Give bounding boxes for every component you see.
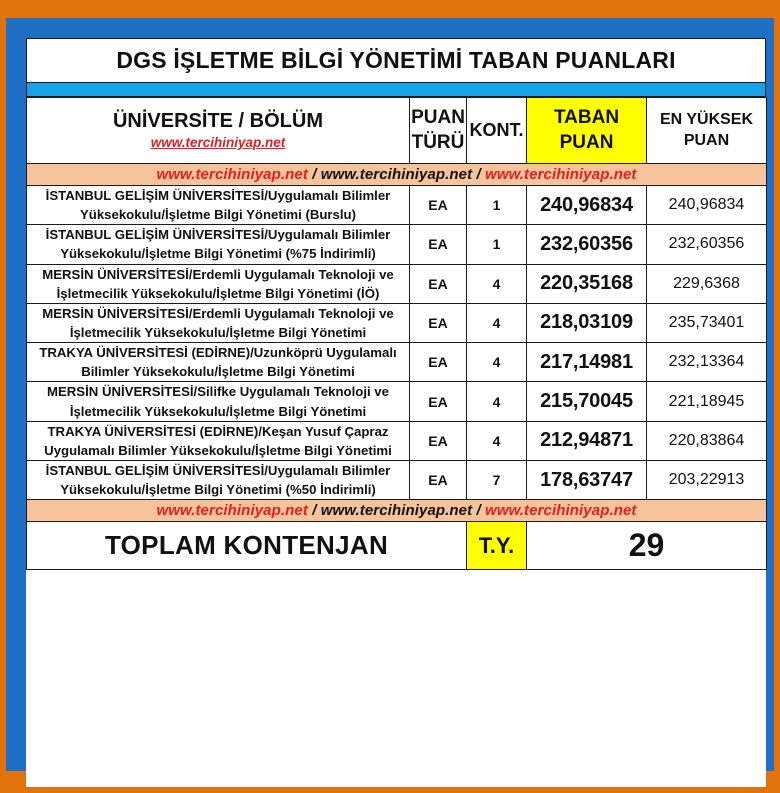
row-quota: 4 xyxy=(467,382,527,421)
row-base-score: 212,94871 xyxy=(527,421,647,460)
row-score-type: EA xyxy=(410,186,467,225)
table-row xyxy=(27,264,767,303)
row-score-type: EA xyxy=(410,303,467,342)
watermark-url-1: www.tercihiniyap.net xyxy=(156,165,308,183)
table-row xyxy=(27,382,767,421)
row-score-type: EA xyxy=(410,225,467,264)
header-score-type-line2: TÜRÜ xyxy=(411,131,465,153)
header-highest-score xyxy=(647,98,767,164)
row-university: İSTANBUL GELİŞİM ÜNİVERSİTESİ/Uygulamalı Bilimler Yüksekokulu/İşletme Bilgi Yönetimi (%75 İndirimli) xyxy=(27,225,410,264)
row-quota: 4 xyxy=(467,264,527,303)
table-row xyxy=(27,460,767,499)
row-highest-score: 221,18945 xyxy=(647,382,767,421)
page-title: DGS İŞLETME BİLGİ YÖNETİMİ TABAN PUANLARI xyxy=(116,47,676,73)
row-quota: 4 xyxy=(467,421,527,460)
row-base-score: 232,60356 xyxy=(527,225,647,264)
row-base-score: 240,96834 xyxy=(527,186,647,225)
header-base-score xyxy=(527,98,647,164)
watermark-url-2: www.tercihiniyap.net xyxy=(320,165,473,183)
row-highest-score: 232,13364 xyxy=(647,343,767,382)
row-university: MERSİN ÜNİVERSİTESİ/Erdemli Uygulamalı Teknoloji ve İşletmecilik Yüksekokulu/İşletme Bilgi Yönetimi xyxy=(27,303,410,342)
table-row xyxy=(27,303,767,342)
watermark-url-3: www.tercihiniyap.net xyxy=(485,165,637,183)
header-university xyxy=(27,98,410,164)
row-score-type: EA xyxy=(410,421,467,460)
scores-table xyxy=(26,97,767,570)
table-row xyxy=(27,421,767,460)
row-university: İSTANBUL GELİŞİM ÜNİVERSİTESİ/Uygulamalı Bilimler Yüksekokulu/İşletme Bilgi Yönetimi (%50 İndirimli) xyxy=(27,460,410,499)
row-university: TRAKYA ÜNİVERSİTESİ (EDİRNE)/Keşan Yusuf Çapraz Uygulamalı Bilimler Yüksekokulu/İşletme Bilgi Yönetimi xyxy=(27,421,410,460)
watermark-sep-3: / xyxy=(307,501,321,519)
row-quota: 7 xyxy=(467,460,527,499)
header-score-type-line1: PUAN xyxy=(411,107,465,129)
watermark-sep-1: / xyxy=(307,165,321,183)
row-base-score: 217,14981 xyxy=(527,343,647,382)
row-score-type: EA xyxy=(410,382,467,421)
row-quota: 1 xyxy=(467,225,527,264)
row-quota: 1 xyxy=(467,186,527,225)
header-highest-score-line2: PUAN xyxy=(683,131,730,149)
header-highest-score-line1: EN YÜKSEK xyxy=(659,110,754,128)
row-highest-score: 203,22913 xyxy=(647,460,767,499)
watermark-banner-bottom xyxy=(27,500,767,522)
cyan-separator-bar xyxy=(26,82,766,97)
row-university: İSTANBUL GELİŞİM ÜNİVERSİTESİ/Uygulamalı Bilimler Yüksekokulu/İşletme Bilgi Yönetimi (Burslu) xyxy=(27,186,410,225)
row-base-score: 215,70045 xyxy=(527,382,647,421)
row-score-type: EA xyxy=(410,264,467,303)
table-row xyxy=(27,186,767,225)
header-base-score-line2: PUAN xyxy=(559,131,614,153)
row-highest-score: 235,73401 xyxy=(647,303,767,342)
row-score-type: EA xyxy=(410,343,467,382)
watermark-banner-top-cell xyxy=(27,164,767,186)
row-university: MERSİN ÜNİVERSİTESİ/Silifke Uygulamalı Teknoloji ve İşletmecilik Yüksekokulu/İşletme Bilgi Yönetimi xyxy=(27,382,410,421)
watermark-text-bottom xyxy=(156,502,636,519)
watermark-sep-4: / xyxy=(472,501,486,519)
table-row xyxy=(27,225,767,264)
blue-border-frame xyxy=(6,18,774,771)
watermark-sep-2: / xyxy=(472,165,486,183)
row-quota: 4 xyxy=(467,343,527,382)
header-university-url: www.tercihiniyap.net xyxy=(150,135,286,151)
row-base-score: 218,03109 xyxy=(527,303,647,342)
row-base-score: 220,35168 xyxy=(527,264,647,303)
header-quota: KONT. xyxy=(467,98,527,164)
total-score-type: T.Y. xyxy=(467,522,527,570)
row-highest-score: 229,6368 xyxy=(647,264,767,303)
row-base-score: 178,63747 xyxy=(527,460,647,499)
row-university: MERSİN ÜNİVERSİTESİ/Erdemli Uygulamalı Teknoloji ve İşletmecilik Yüksekokulu/İşletme Bilgi Yönetimi (İÖ) xyxy=(27,264,410,303)
row-highest-score: 220,83864 xyxy=(647,421,767,460)
table-sheet xyxy=(26,38,766,787)
row-quota: 4 xyxy=(467,303,527,342)
watermark-url-5: www.tercihiniyap.net xyxy=(320,501,473,519)
watermark-banner-top xyxy=(27,164,767,186)
row-highest-score: 240,96834 xyxy=(647,186,767,225)
watermark-url-4: www.tercihiniyap.net xyxy=(156,501,308,519)
table-row xyxy=(27,343,767,382)
watermark-url-6: www.tercihiniyap.net xyxy=(485,501,637,519)
watermark-text-top xyxy=(156,166,636,183)
table-footer-row xyxy=(27,522,767,570)
header-base-score-line1: TABAN xyxy=(553,107,620,129)
watermark-banner-bottom-cell xyxy=(27,500,767,522)
page-title-row xyxy=(26,38,766,82)
row-highest-score: 232,60356 xyxy=(647,225,767,264)
total-quota-label: TOPLAM KONTENJAN xyxy=(27,522,467,570)
row-score-type: EA xyxy=(410,460,467,499)
header-score-type xyxy=(410,98,467,164)
total-quota-value: 29 xyxy=(527,522,767,570)
table-header-row xyxy=(27,98,767,164)
row-university: TRAKYA ÜNİVERSİTESİ (EDİRNE)/Uzunköprü Uygulamalı Bilimler Yüksekokulu/İşletme Bilgi Yönetimi xyxy=(27,343,410,382)
header-university-label: ÜNİVERSİTE / BÖLÜM xyxy=(112,110,323,133)
